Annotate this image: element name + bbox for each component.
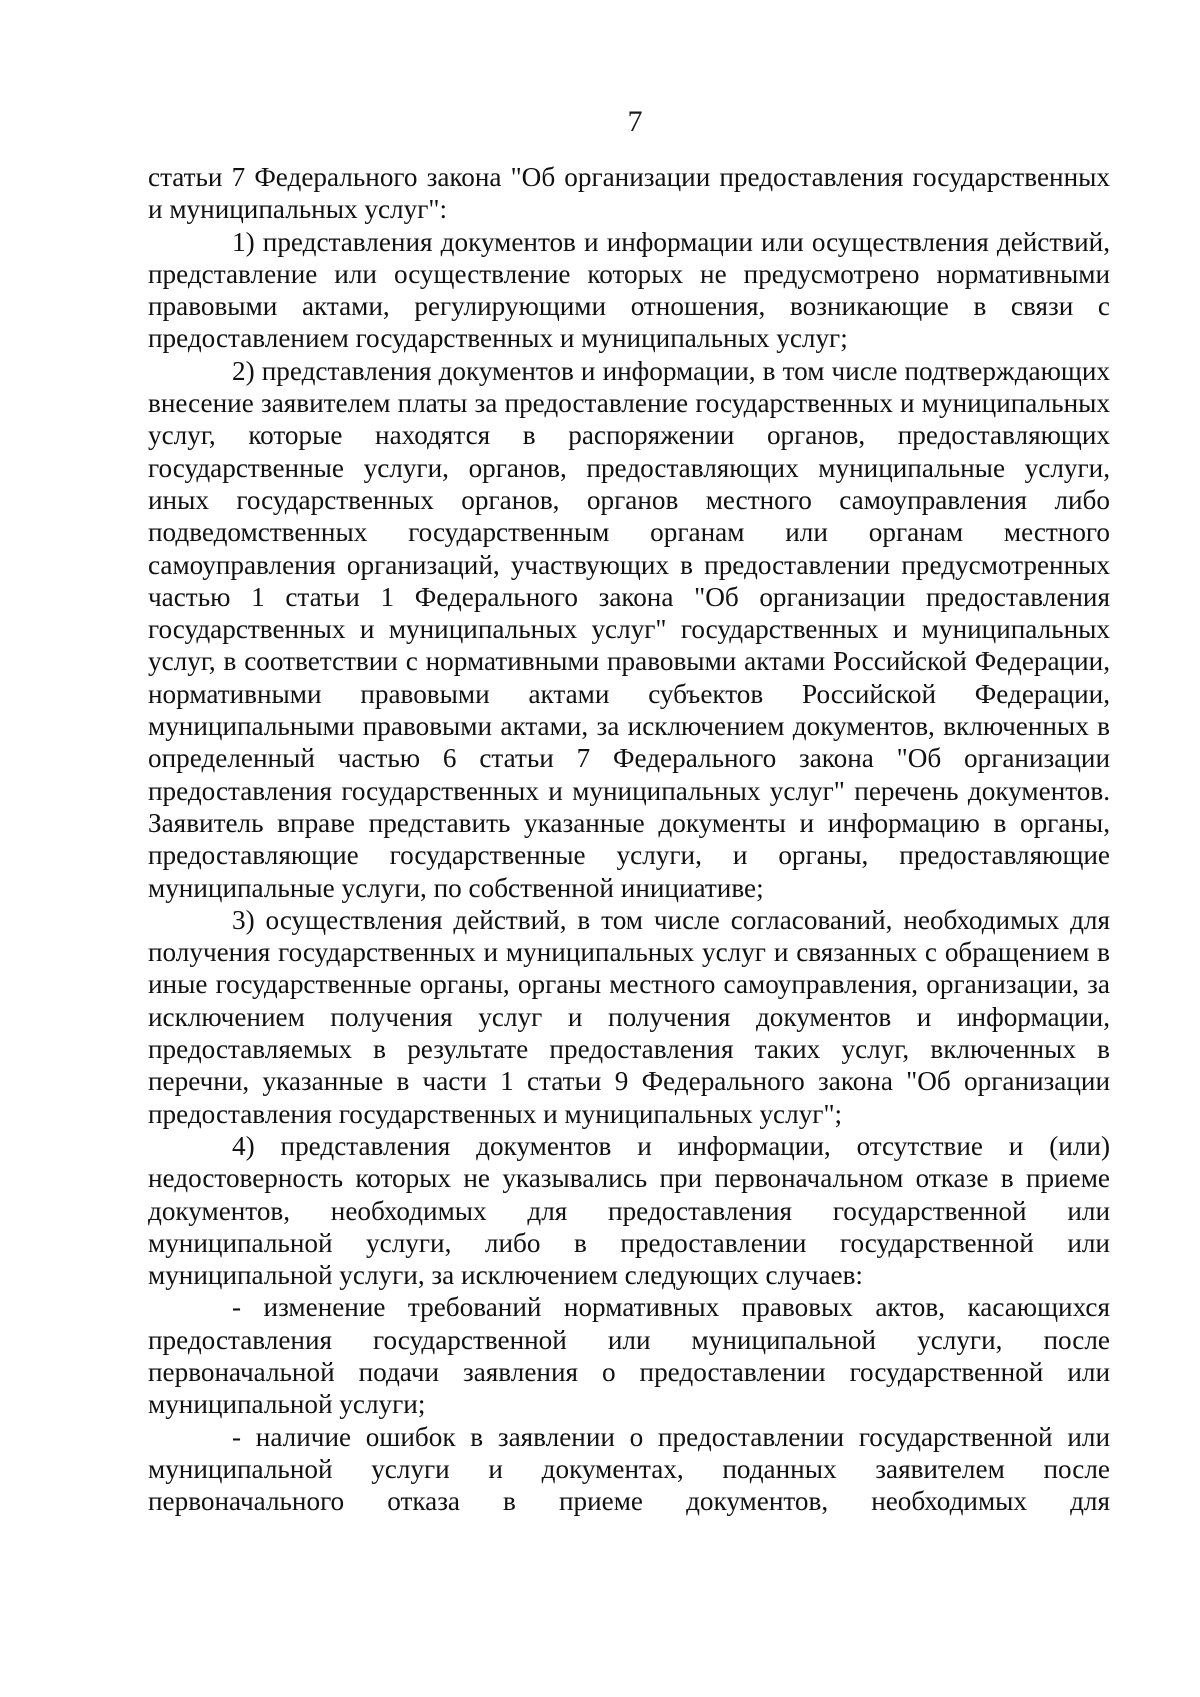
paragraph-item-3: 3) осуществления действий, в том числе согласований, необходимых для получения государственных и муниципальных услуг и связанных с обращением в иные государственные органы, органы местного самоуправления, организации, за исключением получения услуг и получения документов и информации, предоставляемых в результате предоставления таких услуг, включенных в перечни, указанные в части 1 статьи 9 Федерального закона "Об организации предоставления государственных и муниципальных услуг"; — [148, 904, 1110, 1129]
document-body — [148, 161, 1110, 1517]
paragraph-item-4: 4) представления документов и информации, отсутствие и (или) недостоверность которых не указывались при первоначальном отказе в приеме документов, необходимых для предоставления государственной или муниципальной услуги, либо в предоставлении государственной или муниципальной услуги, за исключением следующих случаев: — [148, 1130, 1110, 1291]
paragraph-exception-2: - наличие ошибок в заявлении о предоставлении государственной или муниципальной услуги и документах, поданных заявителем после первоначального отказа в приеме документов, необходимых для — [148, 1421, 1110, 1517]
paragraph-item-2: 2) представления документов и информации, в том числе подтверждающих внесение заявителем платы за предоставление государственных и муниципальных услуг, которые находятся в распоряжении органов, предоставляющих государственные услуги, органов, предоставляющих муниципальные услуги, иных государственных органов, органов местного самоуправления либо подведомственных государственным органам или органам местного самоуправления организаций, участвующих в предоставлении предусмотренных частью 1 статьи 1 Федерального закона "Об организации предоставления государственных и муниципальных услуг" государственных и муниципальных услуг, в соответствии с нормативными правовыми актами Российской Федерации, нормативными правовыми актами субъектов Российской Федерации, муниципальными правовыми актами, за исключением документов, включенных в определенный частью 6 статьи 7 Федерального закона "Об организации предоставления государственных и муниципальных услуг" перечень документов. Заявитель вправе представить указанные документы и информацию в органы, предоставляющие государственные услуги, и органы, предоставляющие муниципальные услуги, по собственной инициативе; — [148, 355, 1110, 903]
page-number: 7 — [627, 105, 643, 138]
paragraph-intro-continuation: статьи 7 Федерального закона "Об организации предоставления государственных и муниципальных услуг": — [148, 162, 1110, 225]
paragraph-item-1: 1) представления документов и информации или осуществления действий, представление или осуществление которых не предусмотрено нормативными правовыми актами, регулирующими отношения, возникающие в связи с предоставлением государственных и муниципальных услуг; — [148, 226, 1110, 354]
paragraph-exception-1: - изменение требований нормативных правовых актов, касающихся предоставления государственной или муниципальной услуги, после первоначальной подачи заявления о предоставлении государственной или муниципальной услуги; — [148, 1292, 1110, 1420]
